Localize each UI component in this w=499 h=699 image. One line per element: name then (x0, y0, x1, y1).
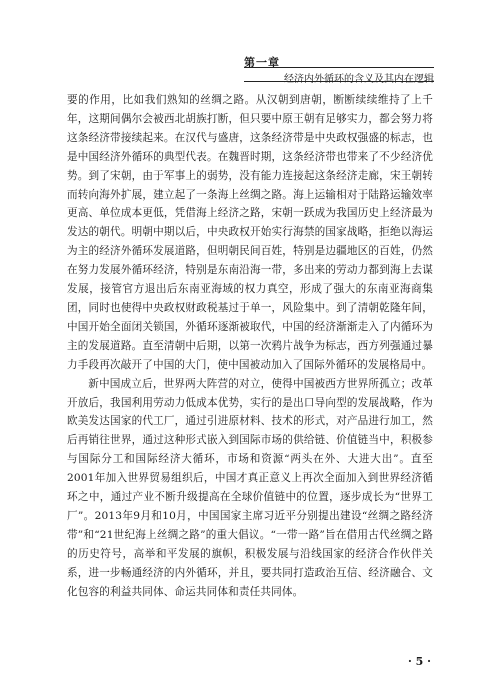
header-rule (244, 81, 434, 82)
running-head (244, 50, 434, 85)
chapter-title: 经济内外循环的含义及其内在逻辑 (284, 74, 434, 85)
body-text (67, 91, 433, 601)
paragraph: 新中国成立后，世界两大阵营的对立，使得中国被西方世界所孤立；改革开放后，我国利用劳动力低成本优势，实行的是出口导向型的发展战略，作为欧美发达国家的代工厂，通过引进原材料、技术的形式，对产品进行加工，然后再销往世界，通过这种形式嵌入到国际市场的供给链、价值链当中，积极参与国际分工和国际经济大循环，市场和资源“两头在外、大进大出”。直至2001年加入世界贸易组织后，中国才真正意义上再次全面加入到世界经济循环之中，通过产业不断升级提高在全球价值链中的位置，逐步成长为“世界工厂”。2013年9月和10月，中国国家主席习近平分别提出建设“丝绸之路经济带”和“21世纪海上丝绸之路”的重大倡议。“一带一路”旨在借用古代丝绸之路的历史符号，高举和平发展的旗帜，积极发展与沿线国家的经济合作伙伴关系，进一步畅通经济的内外循环，并且，要共同打造政治互信、经济融合、文化包容的利益共同体、命运共同体和责任共同体。 (67, 377, 433, 598)
page-number: · 5 · (408, 655, 431, 668)
header-divider (244, 67, 434, 68)
paragraph: 要的作用，比如我们熟知的丝绸之路。从汉朝到唐朝，断断续续维持了上千年，这期间偶尔会被西北胡族打断，但只要中原王朝有足够实力，都会努力将这条经济带接续起来。在汉代与盛唐，这条经济带是中央政权强盛的标志，也是中国经济外循环的典型代表。在魏晋时期，这条经济带也带来了不少经济优势。到了宋朝，由于军事上的弱势，没有能力连接起这条经济走廊，宋王朝转而转向海外扩展，建立起了一条海上丝绸之路。海上运输相对于陆路运输效率更高、单位成本更低，凭借海上经济之路，宋朝一跃成为我国历史上经济最为发达的朝代。明朝中期以后，中央政权开始实行海禁的国家战略，拒绝以海运为主的经济外循环发展道路，但明朝民间百姓，特别是边疆地区的百姓，仍然在努力发展外循环经济，特别是东南沿海一带，多出来的劳动力都到海上去谋发展，接管官方退出后东南亚海域的权力真空，形成了强大的东南亚海商集团，同时也使得中央政权财政税基过于单一，风险集中。到了清朝乾隆年间，中国开始全面闭关锁国，外循环逐渐被取代，中国的经济渐渐走入了内循环为主的发展道路。直至清朝中后期，以第一次鸦片战争为标志，西方列强通过暴力手段再次敲开了中国的大门，使中国被动加入了国际外循环的发展格局中。 (67, 94, 433, 371)
chapter-label: 第一章 (244, 56, 280, 69)
